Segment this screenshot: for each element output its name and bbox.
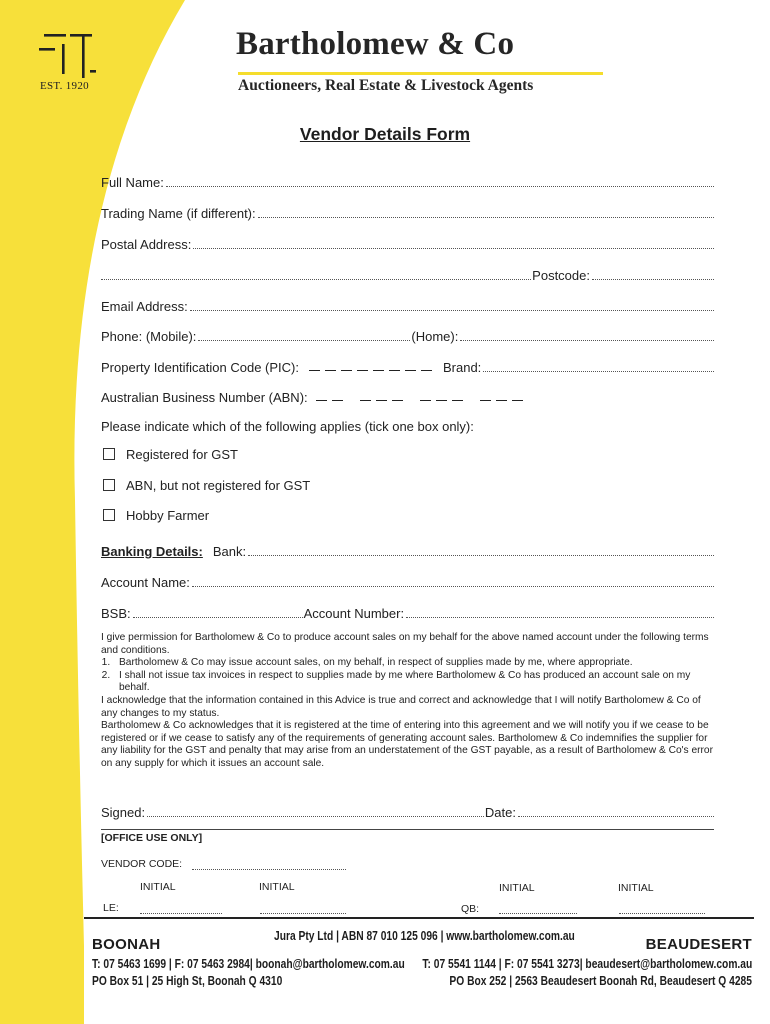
terms-item: 1. Bartholomew & Co may issue account sales, on my behalf, in respect of supplies made by me, where appropriate. bbox=[113, 657, 716, 670]
checkbox[interactable] bbox=[103, 479, 115, 491]
postal-address-field[interactable] bbox=[101, 234, 715, 252]
checkbox[interactable] bbox=[103, 509, 115, 521]
boonah-contact: T: 07 5463 1699 | F: 07 5463 2984| boonah@bartholomew.com.au bbox=[92, 957, 405, 971]
phone-home-input-line[interactable] bbox=[460, 340, 714, 341]
phone-mobile-label: Phone: (Mobile): bbox=[101, 329, 197, 344]
boonah-office-title: BOONAH bbox=[92, 936, 161, 953]
qb-initial-1-line[interactable] bbox=[499, 913, 577, 914]
bank-label: Bank: bbox=[212, 544, 247, 559]
date-label: Date: bbox=[484, 805, 516, 820]
beaudesert-contact: T: 07 5541 1144 | F: 07 5541 3273| beaudesert@bartholomew.com.au bbox=[422, 957, 752, 971]
applies-prompt: Please indicate which of the following applies (tick one box only): bbox=[101, 419, 474, 434]
brand-tagline: Auctioneers, Real Estate & Livestock Agents bbox=[238, 77, 534, 94]
initial-label-3: INITIAL bbox=[499, 882, 535, 894]
bsb-input-line[interactable] bbox=[133, 617, 303, 618]
option-label: ABN, but not registered for GST bbox=[126, 477, 311, 493]
date-input-line[interactable] bbox=[518, 816, 714, 817]
email-field[interactable] bbox=[101, 296, 715, 314]
abn-label: Australian Business Number (ABN): bbox=[101, 390, 308, 405]
phone-home-label: (Home): bbox=[411, 329, 459, 344]
full-name-field[interactable] bbox=[101, 172, 715, 190]
terms-list bbox=[101, 657, 716, 695]
pic-entry-boxes[interactable] bbox=[309, 370, 437, 375]
qb-label: QB: bbox=[461, 903, 480, 915]
terms-intro: I give permission for Bartholomew & Co to produce account sales on my behalf for the above named account under the following terms and conditions. bbox=[101, 632, 709, 656]
account-name-input-line[interactable] bbox=[192, 586, 714, 587]
account-number-input-line[interactable] bbox=[406, 617, 714, 618]
option-registered-gst[interactable] bbox=[103, 446, 403, 462]
full-name-label: Full Name: bbox=[101, 175, 164, 190]
postal-address-line-2[interactable] bbox=[101, 265, 715, 283]
brand-label: Brand: bbox=[442, 360, 482, 375]
le-initial-2-line[interactable] bbox=[260, 913, 346, 914]
bsb-label: BSB: bbox=[101, 606, 131, 621]
email-label: Email Address: bbox=[101, 299, 188, 314]
trading-name-label: Trading Name (if different): bbox=[101, 206, 256, 221]
option-abn-not-registered[interactable] bbox=[103, 477, 403, 493]
abn-entry-boxes[interactable] bbox=[316, 400, 528, 405]
form-title: Vendor Details Form bbox=[299, 124, 471, 144]
checkbox[interactable] bbox=[103, 448, 115, 460]
bsb-account-field[interactable] bbox=[101, 603, 715, 621]
signed-label: Signed: bbox=[101, 805, 146, 820]
trading-name-field[interactable] bbox=[101, 203, 715, 221]
account-name-field[interactable] bbox=[101, 572, 715, 590]
le-label: LE: bbox=[103, 902, 119, 914]
office-use-title: [OFFICE USE ONLY] bbox=[101, 832, 203, 844]
full-name-input-line[interactable] bbox=[166, 186, 714, 187]
initial-label-4: INITIAL bbox=[618, 882, 654, 894]
brand-name: Bartholomew & Co bbox=[236, 26, 515, 62]
established-year: EST. 1920 bbox=[40, 80, 89, 92]
account-number-label: Account Number: bbox=[303, 606, 405, 621]
option-label: Registered for GST bbox=[126, 446, 238, 462]
postal-address-label: Postal Address: bbox=[101, 237, 192, 252]
brand-underline bbox=[238, 72, 603, 75]
vendor-code-label: VENDOR CODE: bbox=[101, 858, 183, 870]
beaudesert-address: PO Box 252 | 2563 Beaudesert Boonah Rd, Beaudesert Q 4285 bbox=[449, 974, 752, 988]
bank-input-line[interactable] bbox=[248, 555, 714, 556]
footer-divider bbox=[84, 917, 754, 919]
abn-field[interactable] bbox=[101, 387, 715, 405]
option-hobby-farmer[interactable] bbox=[103, 507, 403, 523]
footer-company-line: Jura Pty Ltd | ABN 87 010 125 096 | www.bartholomew.com.au bbox=[274, 929, 575, 943]
boonah-address: PO Box 51 | 25 High St, Boonah Q 4310 bbox=[92, 974, 283, 988]
terms-company-statement: Bartholomew & Co acknowledges that it is registered at the time of entering into this agreement and we will notify you if we cease to be registered or if we cease to satisfy any of the requirements of generating account sales. Bartholomew & Co indemnifies the supplier for any liability for the GST and penalty that may arise from an understatement of the GST payable, as a result of Bartholomew & Co's error on any supply for which it issues an account sale. bbox=[101, 720, 713, 769]
postal-address-second-line[interactable] bbox=[101, 279, 531, 280]
bank-field[interactable] bbox=[101, 541, 715, 559]
phone-mobile-input-line[interactable] bbox=[198, 340, 410, 341]
postcode-label: Postcode: bbox=[532, 268, 590, 283]
signature-field[interactable] bbox=[101, 802, 715, 820]
phone-field[interactable] bbox=[101, 326, 715, 344]
terms-acknowledgement: I acknowledge that the information contained in this Advice is true and correct and acknowledge that I will notify Bartholomew & Co of any changes to my status. bbox=[101, 694, 701, 719]
le-initial-1-line[interactable] bbox=[140, 913, 222, 914]
option-label: Hobby Farmer bbox=[126, 507, 210, 523]
pic-label: Property Identification Code (PIC): bbox=[101, 360, 299, 375]
brand-input-line[interactable] bbox=[483, 371, 714, 372]
email-input-line[interactable] bbox=[190, 310, 714, 311]
initial-label-2: INITIAL bbox=[259, 881, 295, 893]
initial-label-1: INITIAL bbox=[140, 881, 176, 893]
terms-item: 2. I shall not issue tax invoices in respect to supplies made by me where Bartholomew & Co has produced an account sale on my behalf. bbox=[113, 670, 716, 695]
office-divider bbox=[101, 829, 714, 830]
pic-brand-field[interactable] bbox=[101, 357, 715, 375]
beaudesert-office-title: BEAUDESERT bbox=[645, 936, 752, 953]
account-name-label: Account Name: bbox=[101, 575, 190, 590]
trading-name-input-line[interactable] bbox=[258, 217, 714, 218]
vendor-code-input-line[interactable] bbox=[192, 869, 346, 870]
banking-details-heading: Banking Details: bbox=[101, 544, 203, 559]
terms-block bbox=[101, 632, 716, 771]
tt-monogram-icon bbox=[38, 30, 100, 82]
postal-address-input-line[interactable] bbox=[193, 248, 714, 249]
qb-initial-2-line[interactable] bbox=[619, 913, 705, 914]
signature-input-line[interactable] bbox=[147, 816, 484, 817]
postcode-input-line[interactable] bbox=[592, 279, 714, 280]
